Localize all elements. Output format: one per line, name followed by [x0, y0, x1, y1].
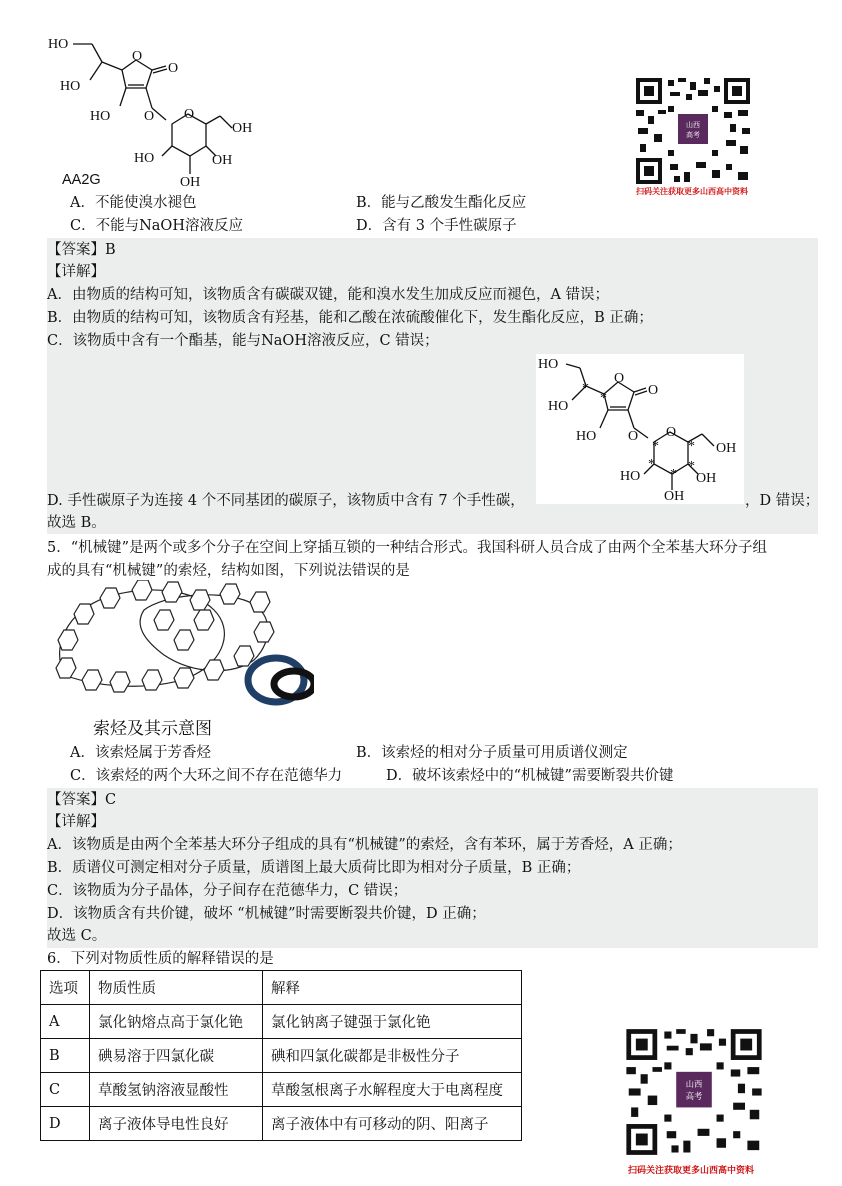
- ho-label: HO: [548, 399, 569, 414]
- option-c: C．不能与NaOH溶液反应: [70, 218, 243, 234]
- o-label: O: [184, 107, 195, 122]
- ho-label: HO: [576, 429, 597, 444]
- qr-center-label: 高考: [686, 131, 700, 139]
- table-cell: 草酸氢根离子水解程度大于电离程度: [263, 1073, 522, 1107]
- answer-label: 【答案】C: [47, 792, 117, 808]
- option-b: B．能与乙酸发生酯化反应: [356, 195, 527, 211]
- qr-code-icon: [624, 1024, 764, 1160]
- oh-label: OH: [716, 441, 737, 456]
- option-b: B．该索烃的相对分子质量可用质谱仪测定: [356, 745, 628, 761]
- table-cell: 离子液体导电性良好: [90, 1107, 263, 1141]
- o-label: O: [132, 49, 143, 64]
- ho-label: HO: [90, 109, 111, 124]
- explanation-c: C．该物质中含有一个酯基，能与NaOH溶液反应，C 错误；: [47, 333, 439, 349]
- conclusion: 故选 C。: [47, 928, 107, 944]
- explanation-d: D. 手性碳原子为连接 4 个不同基团的碳原子，该物质中含有 7 个手性碳，: [47, 493, 525, 509]
- detail-title: 【详解】: [47, 264, 105, 280]
- o-label: O: [666, 425, 677, 440]
- explanation-a: A．该物质是由两个全苯基大环分子组成的具有“机械键”的索烃，含有苯环，属于芳香烃，A 正确；: [47, 837, 682, 853]
- table-cell: 草酸氢钠溶液显酸性: [90, 1073, 263, 1107]
- o-label: O: [614, 371, 625, 386]
- ho-label: HO: [538, 357, 559, 372]
- explanation-d: D．该物质含有共价键，破坏 “机械键”时需要断裂共价键，D 正确；: [47, 906, 486, 922]
- oh-label: OH: [180, 175, 201, 190]
- option-a: A．不能使溴水褪色: [70, 195, 197, 211]
- o-label: O: [168, 61, 179, 76]
- molecule-label: AA2G: [62, 172, 101, 188]
- chiral-mark: *: [652, 439, 659, 454]
- detail-title: 【详解】: [47, 814, 105, 830]
- table-cell: 碘和四氯化碳都是非极性分子: [263, 1039, 522, 1073]
- qr-center-label: 高考: [685, 1091, 703, 1102]
- option-a: A．该索烃属于芳香烃: [70, 745, 211, 761]
- chiral-mark: *: [582, 381, 589, 396]
- table-cell: A: [41, 1005, 90, 1039]
- explanation-b: B．质谱仪可测定相对分子质量，质谱图上最大质荷比即为相对分子质量，B 正确；: [47, 860, 581, 876]
- chiral-mark: *: [688, 439, 695, 454]
- table-header: 物质性质: [90, 971, 263, 1005]
- oh-label: OH: [696, 471, 717, 486]
- option-d: D．含有 3 个手性碳原子: [356, 218, 517, 234]
- o-label: O: [628, 429, 639, 444]
- aa2g-structure: [40, 28, 280, 193]
- option-c: C．该索烃的两个大环之间不存在范德华力: [70, 768, 343, 784]
- table-cell: C: [41, 1073, 90, 1107]
- chiral-mark: *: [600, 391, 607, 406]
- catenane-figure: [44, 580, 314, 710]
- explanation-c: C．该物质为分子晶体，分子间存在范德华力，C 错误；: [47, 883, 408, 899]
- table-cell: D: [41, 1107, 90, 1141]
- table-cell: 离子液体中有可移动的阴、阳离子: [263, 1107, 522, 1141]
- qr-caption: 扫码关注获取更多山西高中资料: [628, 1166, 755, 1176]
- property-table: [40, 970, 522, 1141]
- table-row: [41, 1107, 522, 1141]
- table-cell: 氯化钠离子键强于氯化铯: [263, 1005, 522, 1039]
- question-5-stem: 成的具有“机械键”的索烃，结构如图，下列说法错误的是: [47, 563, 410, 579]
- ho-label: HO: [48, 37, 69, 52]
- qr-center-label: 山西: [686, 121, 700, 129]
- ho-label: HO: [60, 79, 81, 94]
- ho-label: HO: [134, 151, 155, 166]
- oh-label: OH: [212, 153, 233, 168]
- table-row: [41, 1073, 522, 1107]
- question-6-stem: 6．下列对物质性质的解释错误的是: [47, 951, 274, 967]
- figure-caption: 索烃及其示意图: [93, 719, 212, 739]
- oh-label: OH: [664, 489, 685, 504]
- chiral-mark: *: [648, 457, 655, 472]
- chiral-mark: *: [688, 459, 695, 474]
- qr-caption: 扫码关注获取更多山西高中资料: [636, 187, 748, 196]
- explanation-b: B．由物质的结构可知，该物质含有羟基，能和乙酸在浓硫酸催化下，发生酯化反应，B 正确；: [47, 310, 653, 326]
- o-label: O: [648, 383, 659, 398]
- oh-label: OH: [232, 121, 253, 136]
- chiral-mark: *: [670, 467, 677, 482]
- explanation-a: A．由物质的结构可知，该物质含有碳碳双键，能和溴水发生加成反应而褪色，A 错误；: [47, 287, 610, 303]
- conclusion: 故选 B。: [47, 515, 106, 531]
- qr-code-icon: [634, 76, 752, 186]
- qr-center-label: 山西: [685, 1079, 703, 1090]
- table-cell: 碘易溶于四氯化碳: [90, 1039, 263, 1073]
- table-cell: 氯化钠熔点高于氯化铯: [90, 1005, 263, 1039]
- table-row: [41, 1005, 522, 1039]
- table-header-row: [41, 971, 522, 1005]
- table-header: 解释: [263, 971, 522, 1005]
- table-header: 选项: [41, 971, 90, 1005]
- option-d: D．破坏该索烃中的“机械键”需要断裂共价键: [386, 768, 674, 784]
- explanation-d-tail: ，D 错误；: [745, 493, 820, 509]
- answer-label: 【答案】B: [47, 242, 116, 258]
- table-cell: B: [41, 1039, 90, 1073]
- table-row: [41, 1039, 522, 1073]
- ho-label: HO: [620, 469, 641, 484]
- o-label: O: [144, 109, 155, 124]
- chiral-carbon-structure: [536, 354, 744, 504]
- question-5-stem: 5．“机械键”是两个或多个分子在空间上穿插互锁的一种结合形式。我国科研人员合成了由两个全苯基大环分子组: [47, 540, 768, 556]
